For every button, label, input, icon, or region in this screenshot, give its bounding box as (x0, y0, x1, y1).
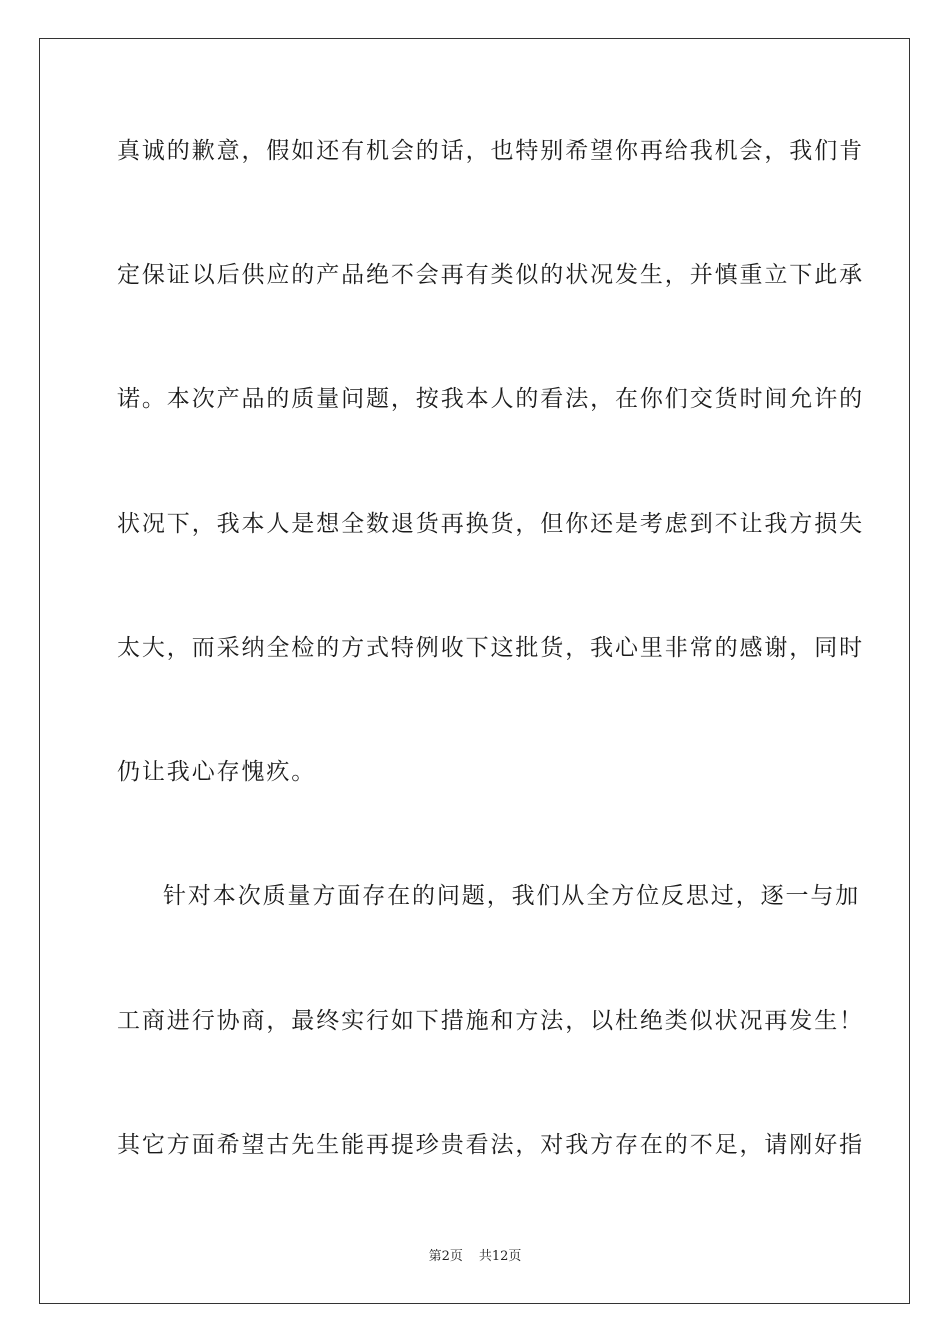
page-number: 第2页 (428, 1249, 463, 1264)
body-text-line: 定保证以后供应的产品绝不会再有类似的状况发生，并慎重立下此承 (117, 262, 864, 288)
body-text-line: 仍让我心存愧疚。 (117, 759, 317, 785)
page-border (39, 38, 910, 1304)
body-text-line: 太大，而采纳全检的方式特例收下这批货，我心里非常的感谢，同时 (117, 635, 864, 661)
body-text-line: 真诚的歉意，假如还有机会的话，也特别希望你再给我机会，我们肯 (117, 138, 864, 164)
paragraph-first-line: 针对本次质量方面存在的问题，我们从全方位反思过，逐一与加 (163, 883, 861, 909)
body-text-line: 工商进行协商，最终实行如下措施和方法，以杜绝类似状况再发生！ (117, 1008, 864, 1034)
page-footer (0, 1248, 950, 1266)
body-text-line: 其它方面希望古先生能再提珍贵看法，对我方存在的不足，请刚好指 (117, 1132, 864, 1158)
body-text-line: 诺。本次产品的质量问题，按我本人的看法，在你们交货时间允许的 (117, 386, 864, 412)
body-text-line: 状况下，我本人是想全数退货再换货，但你还是考虑到不让我方损失 (117, 511, 864, 537)
page-total: 共12页 (478, 1249, 522, 1264)
